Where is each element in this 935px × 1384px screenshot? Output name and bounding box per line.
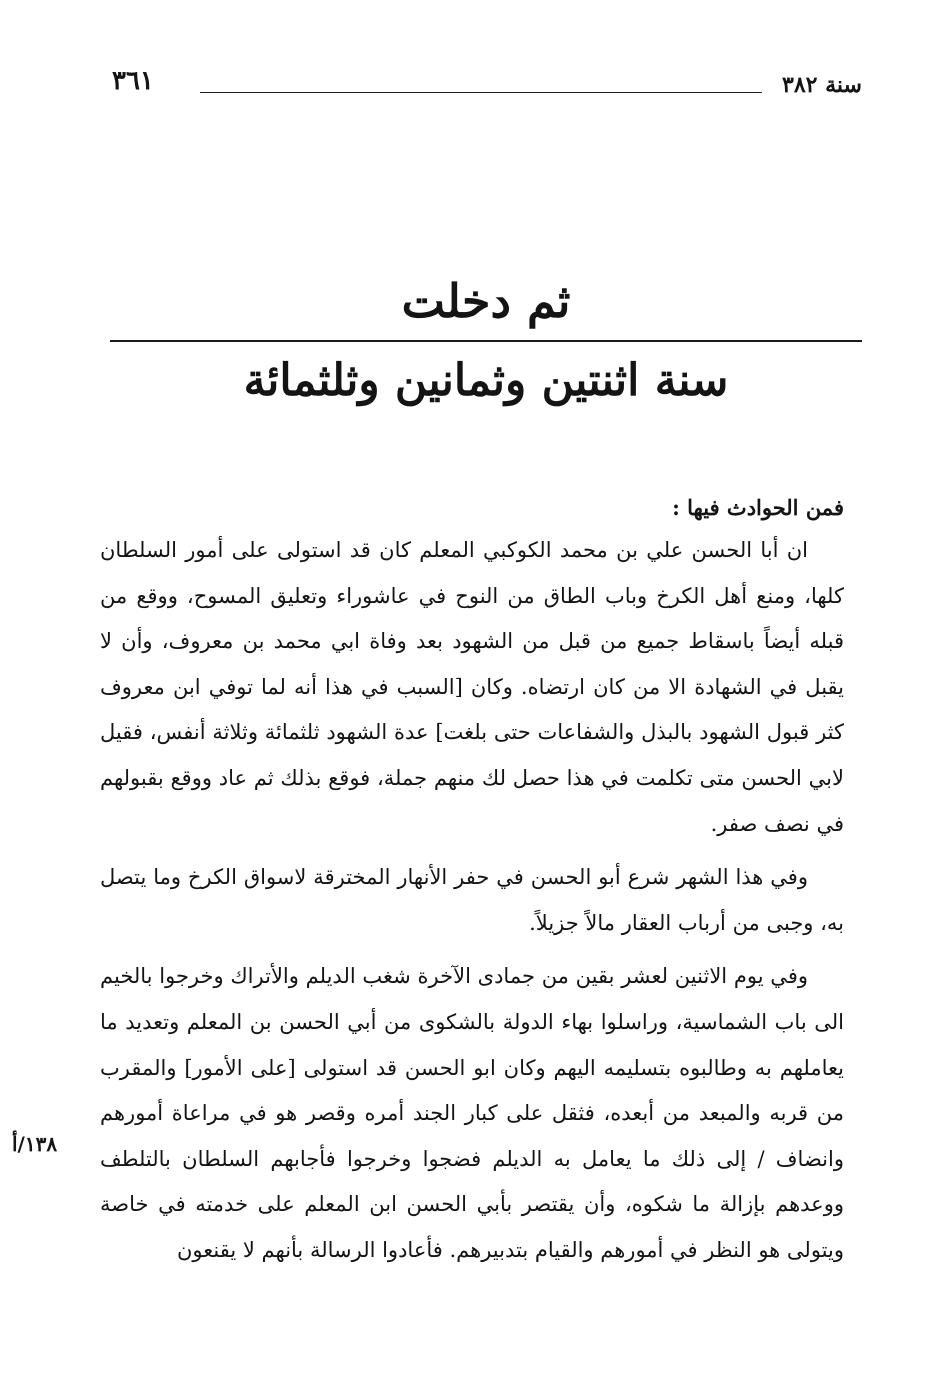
folio-marginal-note: ١٣٨/أ (12, 1132, 58, 1156)
running-header (112, 66, 862, 106)
paragraph-3: وفي يوم الاثنين لعشر بقين من جمادى الآخرة شغب الديلم والأتراك وخرجوا بالخيم الى باب الشماسية، وراسلوا بهاء الدولة بالشكوى من أبي الحسن بن المعلم وتعديد ما يعاملهم به وطالبوه بتسليمه اليهم وكان ابو الحسن قد استولى [على الأمور] والمقرب من قربه والمبعد من أبعده، فثقل على كبار الجند أمره وقصر هو في مراعاة أمورهم وانضاف / إلى ذلك ما يعامل به الديلم فضجوا وخرجوا فأجابهم السلطان بالتلطف ووعدهم بإزالة ما شكوه، وأن يقتصر بأبي الحسن ابن المعلم على خدمته في خاصة ويتولى هو النظر في أمورهم والقيام بتدبيرهم. فأعادوا الرسالة بأنهم لا يقنعون (100, 964, 844, 1262)
paragraph-2: وفي هذا الشهر شرع أبو الحسن في حفر الأنهار المخترقة لاسواق الكرخ وما يتصل به، وجبى من أرباب العقار مالاً جزيلاً. (100, 865, 844, 935)
chapter-heading-line1: ثم دخلت (401, 274, 571, 328)
chapter-heading (110, 268, 862, 412)
header-rule (200, 92, 762, 93)
page-number: ٣٦١ (112, 66, 154, 96)
paragraph-1: ان أبا الحسن علي بن محمد الكوكبي المعلم كان قد استولى على أمور السلطان كلها، ومنع أهل الكرخ وباب الطاق من النوح في عاشوراء وتعليق المسوح، ووقع من قبله أيضاً باسقاط جميع من قبل من الشهود بعد وفاة ابي محمد بن معروف، وأن لا يقبل في الشهادة الا من كان ارتضاه. وكان [السبب في هذا أنه لما توفي ابن معروف كثر قبول الشهود بالبذل والشفاعات حتى بلغت] عدة الشهود ثلثمائة وثلاثة أنفس، فقيل لابي الحسن متى تكلمت في هذا حصل لك منهم جملة، فوقع بذلك ثم عاد ووقع بقبولهم في نصف صفر. (100, 538, 844, 836)
body-text (100, 488, 844, 1274)
chapter-heading-line2: سنة اثنتين وثمانين وثلثمائة (243, 355, 729, 406)
chapter-heading-rule (110, 340, 862, 342)
section-heading: فمن الحوادث فيها : (672, 495, 844, 520)
running-header-year: سنة ٣٨٢ (782, 72, 862, 98)
